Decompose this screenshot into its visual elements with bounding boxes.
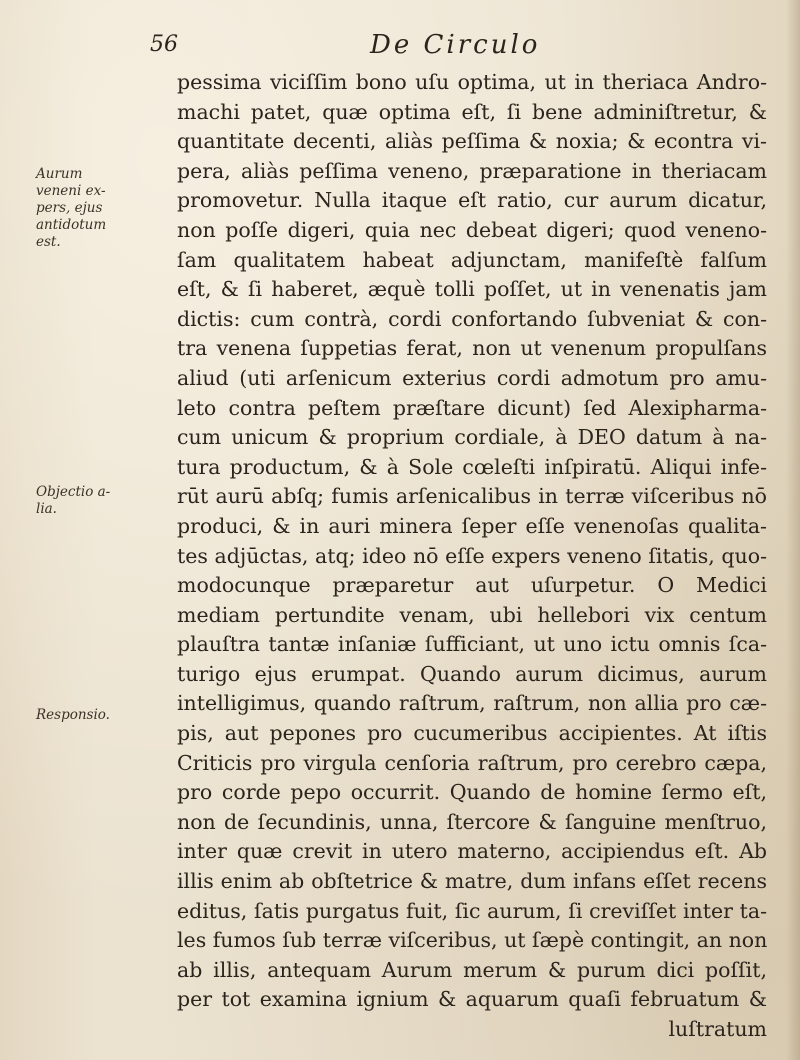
text-line: illis enim ab obſtetrice & matre, dum infans eſſet recens [177,869,767,894]
text-line: tura productum, & à Sole cœleſti inſpiratū. Aliqui infe- [177,454,767,479]
margin-note-line: Objectio a- [36,484,111,500]
text-line: les fumos ſub terræ viſceribus, ut ſæpè contingit, an non [177,928,768,953]
text-line: ſam qualitatem habeat adjunctam, manifeſtè falſum [177,247,767,272]
text-line: intelligimus, quando raſtrum, raſtrum, non allia pro cæ- [177,691,767,716]
text-line: pera, aliàs peſſima veneno, præparatione in theriacam [177,158,767,183]
margin-note-aurum [36,166,126,251]
text-line: rūt aurū abſq; fumis arſenicalibus in terræ viſceribus nō [177,484,767,509]
margin-note-responsio [36,707,126,724]
text-line: tra venena ſuppetias ferat, non ut venenum propulſans [177,336,767,361]
page-number: 56 [150,32,178,57]
text-line: plauſtra tantæ inſaniæ ſufficiant, ut uno ictu omnis ſca- [177,632,767,657]
text-line: eſt, & ſi haberet, æquè tolli poſſet, ut in venenatis jam [177,277,767,302]
text-line: Criticis pro virgula cenſoria raſtrum, pro cerebro cæpa, [177,750,767,775]
text-line: tes adjūctas, atq; ideo nō eſſe expers veneno ſitatis, quo- [177,543,767,568]
text-line: non de ſecundinis, unna, ſtercore & ſanguine menſtruo, [177,809,767,834]
margin-note-line: Aurum [36,166,83,182]
text-line: aliud (uti arſenicum exterius cordi admotum pro amu- [177,365,767,390]
text-line: cum unicum & proprium cordiale, à DEO datum à na- [177,425,767,450]
text-line: editus, ſatis purgatus fuit, ſic aurum, ſi creviſſet inter ta- [177,898,767,923]
text-line: per tot examina ignium & aquarum quaſi februatum & [177,987,767,1012]
text-line: dictis: cum contrà, cordi confortando ſubveniat & con- [177,306,767,331]
text-line: non poſſe digeri, quia nec debeat digeri; quod veneno- [177,217,767,242]
text-line: pis, aut pepones pro cucumeribus accipientes. At iſtis [177,721,767,746]
margin-note-objectio [36,484,126,518]
text-line: ab illis, antequam Aurum merum & purum dici poſſit, [177,957,767,982]
text-line: inter quæ crevit in utero materno, accipiendus eſt. Ab [177,839,767,864]
text-line: modocunque præparetur aut uſurpetur. O Medici [177,573,767,598]
catchword: luſtratum [668,1017,767,1041]
body-text [177,68,767,1045]
margin-note-line: Responsio. [36,707,110,723]
margin-note-line: antidotum [36,217,107,233]
page-header [150,18,760,58]
margin-note-line: lia. [36,501,57,517]
page-edge-shadow [786,0,800,1060]
text-line: quantitate decenti, aliàs peſſima & noxia; & econtra vi- [177,129,767,154]
text-line: turigo ejus erumpat. Quando aurum dicimus, aurum [177,661,767,686]
text-line: leto contra peſtem præſtare dicunt) ſed Alexipharma- [177,395,767,420]
text-line: produci, & in auri minera ſeper eſſe venenoſas qualita- [177,513,767,538]
text-line: pessima viciſſim bono uſu optima, ut in theriaca Andro- [177,70,767,94]
text-line: promovetur. Nulla itaque eſt ratio, cur aurum dicatur, [177,188,767,213]
text-line: machi patet, quæ optima eſt, ſi bene adminiſtretur, & [177,99,767,124]
margin-note-line: est. [36,234,61,250]
margin-note-line: pers, ejus [36,200,103,216]
margin-note-line: veneni ex- [36,183,106,199]
text-line: mediam pertundite venam, ubi hellebori vix centum [177,602,767,627]
text-line: pro corde pepo occurrit. Quando de homine ſermo eſt, [177,780,767,805]
running-head: De Circulo [370,30,541,60]
